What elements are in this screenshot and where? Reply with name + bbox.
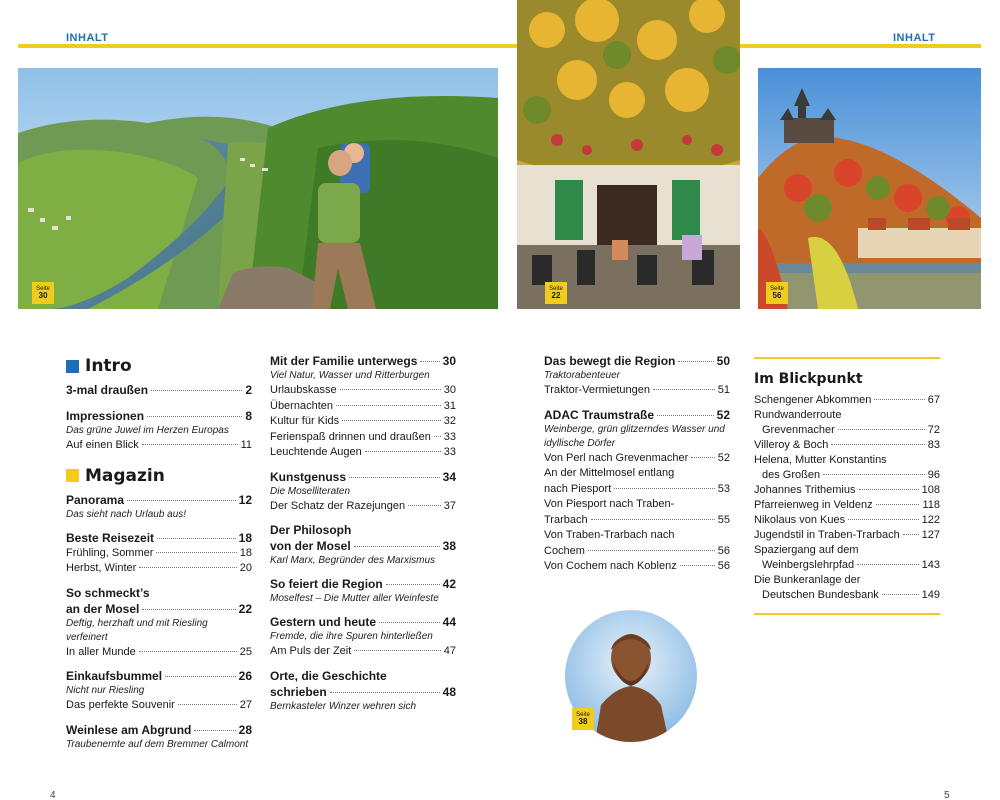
toc-entry-line1[interactable]: So schmeckt’s	[66, 585, 150, 600]
blickpunkt-title: Im Blickpunkt	[754, 371, 863, 387]
toc-entry[interactable]: Auf einen Blick 11	[66, 439, 252, 451]
toc-entry[interactable]: Mit der Familie unterwegs 30	[270, 354, 456, 368]
blickpunkt-item[interactable]: Jugendstil in Traben-Trarbach 127	[754, 529, 940, 541]
toc-entry[interactable]: Traktor-Vermietungen 51	[544, 384, 730, 396]
toc-subtitle: Fremde, die ihre Spuren hinterließen	[270, 631, 433, 642]
header-left: INHALT	[66, 32, 109, 44]
toc-entry[interactable]: Gestern und heute 44	[270, 615, 456, 629]
toc-entry[interactable]: 3-mal draußen 2	[66, 383, 252, 397]
toc-entry-line1[interactable]: Von Piesport nach Traben-	[544, 498, 675, 510]
toc-entry[interactable]: Von Cochem nach Koblenz 56	[544, 560, 730, 572]
toc-entry[interactable]: Am Puls der Zeit 47	[270, 645, 456, 657]
toc-subtitle: Deftig, herzhaft und mit Riesling verfeinert	[66, 617, 208, 643]
toc-entry[interactable]: Das perfekte Souvenir 27	[66, 699, 252, 711]
toc-entry[interactable]: Frühling, Sommer 18	[66, 546, 252, 559]
page-badge: Seite 30	[32, 282, 54, 304]
toc-entry[interactable]: Trarbach 55	[544, 513, 730, 526]
toc-subtitle: Viel Natur, Wasser und Ritterburgen	[270, 370, 430, 381]
page-badge: Seite 38	[572, 708, 594, 730]
blickpunkt-item[interactable]: Weinbergslehrpfad 143	[762, 559, 940, 571]
blickpunkt-item[interactable]: Grevenmacher 72	[762, 424, 940, 436]
magazin-square-icon	[66, 469, 79, 482]
page-number-left: 4	[50, 790, 56, 800]
cafe-terrace-photo	[517, 0, 740, 309]
toc-entry[interactable]: ADAC Traumstraße 52	[544, 407, 730, 422]
mosel-hiker-photo	[18, 68, 498, 309]
toc-entry[interactable]: In aller Munde 25	[66, 645, 252, 658]
toc-entry[interactable]: an der Mosel 22	[66, 601, 252, 616]
blickpunkt-item[interactable]: des Großen 96	[762, 469, 940, 481]
toc-entry[interactable]: Kunstgenuss 34	[270, 469, 456, 484]
blickpunkt-item-line1[interactable]: Spaziergang auf dem	[754, 544, 859, 556]
blickpunkt-item[interactable]: Villeroy & Boch 83	[754, 439, 940, 451]
toc-entry[interactable]: Der Schatz der Razejungen 37	[270, 499, 456, 512]
blickpunkt-item[interactable]: Johannes Trithemius 108	[754, 484, 940, 496]
blickpunkt-item-line1[interactable]: Die Bunkeranlage der	[754, 574, 861, 586]
toc-column-3	[544, 353, 730, 575]
toc-entry[interactable]: Übernachten 31	[270, 399, 456, 412]
toc-subtitle: Das sieht nach Urlaub aus!	[66, 508, 187, 520]
toc-subtitle: Bernkasteler Winzer wehren sich	[270, 700, 417, 712]
toc-entry[interactable]: Leuchtende Augen 33	[270, 446, 456, 458]
toc-entry[interactable]: Kultur für Kids 32	[270, 415, 456, 427]
toc-subtitle: Karl Marx, Begründer des Marxismus	[270, 555, 436, 566]
toc-entry-line1[interactable]: Orte, die Geschichte	[270, 668, 387, 683]
toc-subtitle: Weinberge, grün glitzerndes Wasser und idyllische Dörfer	[544, 423, 725, 449]
blickpunkt-list	[754, 393, 940, 603]
toc-entry[interactable]: Einkaufsbummel 26	[66, 669, 252, 683]
page-badge: Seite 56	[766, 282, 788, 304]
toc-subtitle: Traubenernte auf dem Bremmer Calmont	[66, 738, 249, 750]
blickpunkt-box	[754, 357, 940, 615]
toc-entry[interactable]: von der Mosel 38	[270, 539, 456, 553]
castle-photo	[758, 68, 981, 309]
toc-entry[interactable]: Panorama 12	[66, 492, 252, 507]
page-badge: Seite 22	[545, 282, 567, 304]
toc-entry[interactable]: Herbst, Winter 20	[66, 562, 252, 574]
toc-column-2	[270, 353, 456, 714]
section-magazin: Magazin	[66, 466, 252, 486]
toc-entry[interactable]: Urlaubskasse 30	[270, 384, 456, 396]
toc-subtitle: Nicht nur Riesling	[66, 685, 145, 696]
toc-entry[interactable]: schrieben 48	[270, 684, 456, 699]
header-rule-left	[18, 44, 517, 48]
blickpunkt-item-line1[interactable]: Helena, Mutter Konstantins	[754, 454, 887, 466]
toc-subtitle: Das grüne Juwel im Herzen Europas	[66, 425, 229, 436]
toc-column-1	[66, 356, 252, 752]
blickpunkt-item[interactable]: Schengener Abkommen 67	[754, 394, 940, 406]
toc-entry-line1[interactable]: Der Philosoph	[270, 523, 352, 537]
blickpunkt-item[interactable]: Pfarreienweg in Veldenz 118	[754, 499, 940, 511]
blickpunkt-item-line1[interactable]: Rundwanderroute	[754, 409, 842, 421]
toc-entry[interactable]: Ferienspaß drinnen und draußen 33	[270, 430, 456, 443]
toc-entry[interactable]: nach Piesport 53	[544, 482, 730, 495]
toc-subtitle: Traktorabenteuer	[544, 370, 620, 381]
toc-entry-line1[interactable]: An der Mittelmosel entlang	[544, 467, 675, 479]
blickpunkt-item[interactable]: Nikolaus von Kues 122	[754, 514, 940, 526]
toc-entry[interactable]: Cochem 56	[544, 544, 730, 557]
toc-entry-line1[interactable]: Von Traben-Trarbach nach	[544, 529, 675, 541]
toc-entry[interactable]: Das bewegt die Region 50	[544, 354, 730, 368]
intro-square-icon	[66, 360, 79, 373]
page-number-right: 5	[944, 790, 950, 800]
header-right: INHALT	[893, 32, 936, 44]
toc-entry[interactable]: Impressionen 8	[66, 409, 252, 423]
toc-entry[interactable]: So feiert die Region 42	[270, 577, 456, 591]
toc-subtitle: Moselfest – Die Mutter aller Weinfeste	[270, 593, 439, 604]
blickpunkt-item[interactable]: Deutschen Bundesbank 149	[762, 589, 940, 601]
toc-entry[interactable]: Beste Reisezeit 18	[66, 530, 252, 545]
toc-entry[interactable]: Von Perl nach Grevenmacher 52	[544, 451, 730, 464]
header-rule-right	[740, 44, 981, 48]
toc-entry[interactable]: Weinlese am Abgrund 28	[66, 722, 252, 737]
toc-subtitle: Die Moselliteraten	[270, 485, 351, 497]
section-intro: Intro	[66, 356, 252, 376]
